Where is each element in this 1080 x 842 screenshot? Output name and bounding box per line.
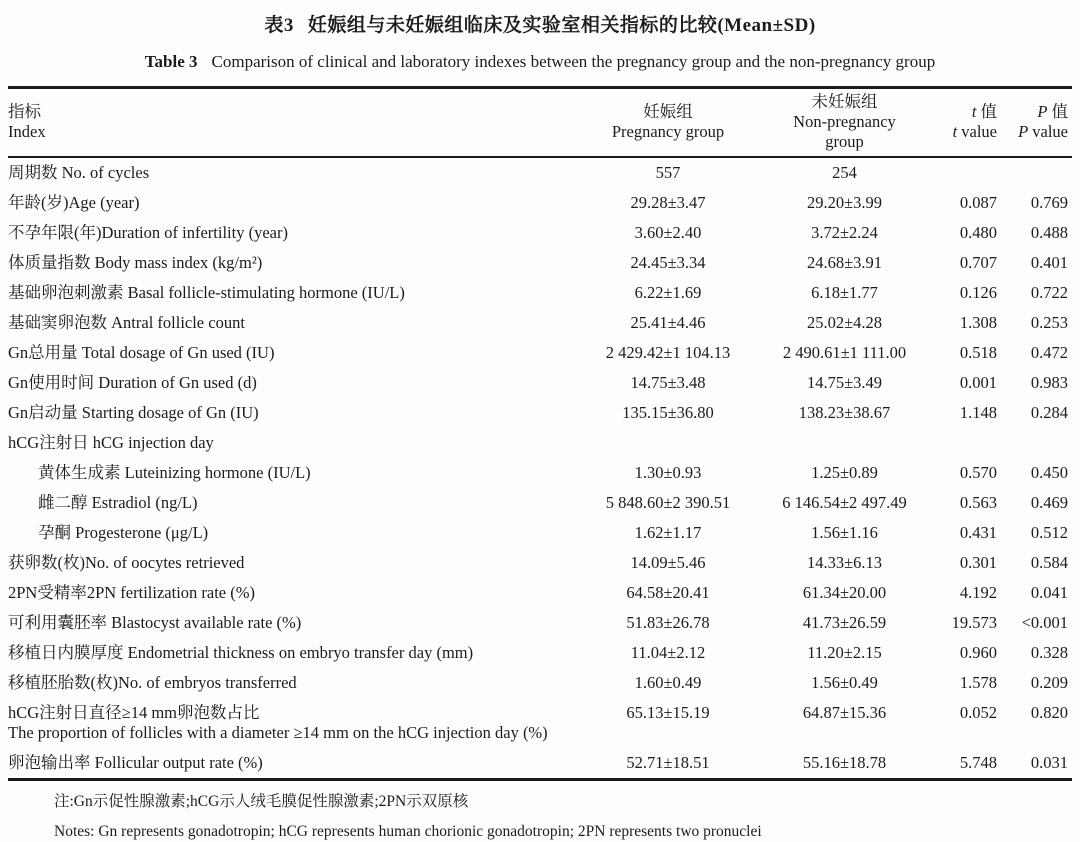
table-row (8, 578, 1072, 608)
cell-t-value: 1.308 (959, 313, 997, 332)
table-title-en (8, 50, 1072, 73)
row-label: 2PN受精率2PN fertilization rate (%) (8, 583, 255, 602)
row-label: 年龄(岁)Age (year) (8, 193, 140, 212)
cell-non-pregnancy-value: 24.68±3.91 (806, 253, 883, 272)
table-row (8, 188, 1072, 218)
header-non-pregnancy-en: Non-pregnancy group (793, 112, 896, 151)
cell-pregnancy-value: 11.04±2.12 (630, 643, 706, 662)
table-row (8, 518, 1072, 548)
cell-pregnancy-value: 52.71±18.51 (626, 753, 710, 772)
cell-t-value: 0.960 (959, 643, 997, 662)
cell-t-value: 4.192 (959, 583, 997, 602)
cell-pregnancy-value: 2 429.42±1 104.13 (605, 343, 731, 362)
cell-pregnancy-value: 135.15±36.80 (622, 403, 714, 422)
row-label: 孕酮 Progesterone (μg/L) (38, 523, 209, 542)
header-non-pregnancy-group (778, 88, 923, 158)
cell-non-pregnancy-value: 29.20±3.99 (806, 193, 883, 212)
cell-non-pregnancy-value: 1.56±1.16 (811, 523, 878, 542)
header-pregnancy-group (558, 88, 778, 158)
cell-t-value (923, 428, 1003, 458)
cell-t-value: 0.480 (959, 223, 997, 242)
cell-p-value: 0.031 (1030, 753, 1068, 772)
row-label: 不孕年限(年)Duration of infertility (year) (8, 223, 288, 242)
row-label: Gn使用时间 Duration of Gn used (d) (8, 373, 257, 392)
cell-non-pregnancy-value: 254 (832, 163, 857, 182)
p-zh-suffix: 值 (1051, 102, 1068, 121)
cell-t-value: 0.126 (959, 283, 997, 302)
cell-non-pregnancy-value: 1.25±0.89 (811, 463, 878, 482)
row-label-cell (8, 458, 558, 488)
cell-pregnancy-value: 25.41±4.46 (630, 313, 706, 332)
table-row (8, 398, 1072, 428)
comparison-table (8, 86, 1072, 781)
cell-p-value: 0.041 (1030, 583, 1068, 602)
table-row (8, 218, 1072, 248)
table-row (8, 368, 1072, 398)
row-label-cell (8, 668, 558, 698)
cell-p-value: 0.469 (1030, 493, 1068, 512)
cell-non-pregnancy-value: 11.20±2.15 (807, 643, 882, 662)
t-zh-suffix: 值 (980, 102, 997, 121)
cell-non-pregnancy-value: 3.72±2.24 (811, 223, 878, 242)
row-label-cell (8, 518, 558, 548)
table-row (8, 157, 1072, 188)
row-label-cell (8, 248, 558, 278)
cell-p-value (1003, 157, 1072, 188)
table-row (8, 308, 1072, 338)
row-label-line2: The proportion of follicles with a diameter ≥14 mm on the hCG injection day (%) (8, 723, 548, 742)
row-label: 体质量指数 Body mass index (kg/m²) (8, 253, 263, 272)
row-label: Gn启动量 Starting dosage of Gn (IU) (8, 403, 259, 422)
table-row (8, 548, 1072, 578)
row-label-cell (8, 188, 558, 218)
table-row (8, 428, 1072, 458)
table-row (8, 278, 1072, 308)
row-label-cell (8, 278, 558, 308)
cell-p-value: 0.512 (1030, 523, 1068, 542)
note-en: Notes: Gn represents gonadotropin; hCG represents human chorionic gonadotropin; 2PN represents two pronuclei (54, 823, 762, 840)
cell-pregnancy-value: 3.60±2.40 (634, 223, 702, 242)
header-pregnancy-en: Pregnancy group (611, 122, 725, 141)
cell-p-value: 0.450 (1030, 463, 1068, 482)
table-row (8, 698, 1072, 748)
cell-pregnancy-value: 6.22±1.69 (634, 283, 702, 302)
cell-pregnancy-value: 24.45±3.34 (630, 253, 706, 272)
cell-p-value (1003, 428, 1072, 458)
table-row (8, 248, 1072, 278)
cell-pregnancy-value: 14.75±3.48 (630, 373, 706, 392)
cell-pregnancy-value: 1.60±0.49 (634, 673, 702, 692)
row-label: 可利用囊胚率 Blastocyst available rate (%) (8, 613, 302, 632)
cell-non-pregnancy-value: 25.02±4.28 (806, 313, 883, 332)
cell-p-value: 0.328 (1030, 643, 1068, 662)
row-label: 雌二醇 Estradiol (ng/L) (38, 493, 198, 512)
table-row (8, 638, 1072, 668)
row-label: hCG注射日直径≥14 mm卵泡数占比 (8, 703, 260, 722)
t-en-suffix: value (961, 122, 997, 141)
table-title-en-text: Comparison of clinical and laboratory indexes between the pregnancy group and the non-pregnancy group (211, 52, 936, 71)
header-index (8, 88, 558, 158)
row-label-cell (8, 218, 558, 248)
cell-p-value: 0.983 (1030, 373, 1068, 392)
table-title-zh (8, 13, 1072, 39)
t-symbol: t (952, 122, 958, 141)
table-row (8, 488, 1072, 518)
table-header-row (8, 88, 1072, 158)
note-zh: 注:Gn示促性腺激素;hCG示人绒毛膜促性腺激素;2PN示双原核 (54, 793, 469, 810)
cell-pregnancy-value: 65.13±15.19 (626, 703, 710, 722)
p-en-suffix: value (1032, 122, 1068, 141)
cell-pregnancy-value: 5 848.60±2 390.51 (605, 493, 731, 512)
row-label-cell (8, 608, 558, 638)
cell-non-pregnancy-value: 14.33±6.13 (806, 553, 883, 572)
header-p-value (1003, 88, 1072, 158)
cell-non-pregnancy-value: 64.87±15.36 (802, 703, 887, 722)
cell-non-pregnancy-value: 6 146.54±2 497.49 (782, 493, 907, 512)
cell-t-value: 0.563 (959, 493, 997, 512)
cell-pregnancy-value: 51.83±26.78 (626, 613, 710, 632)
cell-p-value: 0.253 (1030, 313, 1068, 332)
row-label-cell (8, 428, 558, 458)
cell-pregnancy-value: 64.58±20.41 (626, 583, 710, 602)
table-row (8, 338, 1072, 368)
row-label: 基础卵泡刺激素 Basal follicle-stimulating hormone (IU/L) (8, 283, 405, 302)
header-pregnancy-zh: 妊娠组 (643, 102, 693, 121)
cell-p-value: 0.722 (1030, 283, 1068, 302)
p-symbol: P (1037, 102, 1048, 121)
cell-p-value: 0.401 (1030, 253, 1068, 272)
row-label: Gn总用量 Total dosage of Gn used (IU) (8, 343, 275, 362)
cell-pregnancy-value: 557 (655, 163, 681, 182)
cell-t-value: 0.087 (959, 193, 997, 212)
cell-non-pregnancy-value: 14.75±3.49 (806, 373, 883, 392)
cell-p-value: 0.209 (1030, 673, 1068, 692)
cell-t-value: 0.570 (959, 463, 997, 482)
cell-t-value: 19.573 (951, 613, 997, 632)
header-index-en: Index (8, 122, 46, 141)
row-label: 移植胚胎数(枚)No. of embryos transferred (8, 673, 297, 692)
cell-non-pregnancy-value: 6.18±1.77 (811, 283, 878, 302)
row-label-cell (8, 748, 558, 780)
cell-t-value: 0.052 (959, 703, 997, 722)
row-label-cell (8, 368, 558, 398)
row-label-cell (8, 488, 558, 518)
table-row (8, 748, 1072, 780)
cell-t-value: 1.578 (959, 673, 997, 692)
cell-p-value: 0.769 (1030, 193, 1068, 212)
cell-p-value: <0.001 (1021, 613, 1068, 632)
cell-t-value: 0.707 (959, 253, 997, 272)
row-label: 基础窦卵泡数 Antral follicle count (8, 313, 245, 332)
row-label-cell (8, 157, 558, 188)
cell-t-value: 5.748 (959, 753, 997, 772)
cell-non-pregnancy-value: 61.34±20.00 (802, 583, 887, 602)
row-label-cell (8, 308, 558, 338)
cell-p-value: 0.488 (1030, 223, 1068, 242)
cell-t-value: 1.148 (959, 403, 997, 422)
cell-t-value (923, 157, 1003, 188)
cell-p-value: 0.284 (1030, 403, 1068, 422)
cell-non-pregnancy-value: 138.23±38.67 (798, 403, 891, 422)
cell-t-value: 0.301 (959, 553, 997, 572)
row-label-cell (8, 548, 558, 578)
cell-t-value: 0.518 (959, 343, 997, 362)
cell-p-value: 0.820 (1030, 703, 1068, 722)
row-label-cell (8, 398, 558, 428)
cell-non-pregnancy-value: 41.73±26.59 (802, 613, 887, 632)
cell-t-value: 0.001 (959, 373, 997, 392)
table-notes (8, 792, 1072, 842)
t-symbol: t (971, 102, 977, 121)
row-label: hCG注射日 hCG injection day (8, 433, 214, 452)
row-label: 黄体生成素 Luteinizing hormone (IU/L) (38, 463, 311, 482)
header-index-zh: 指标 (8, 102, 41, 121)
cell-p-value: 0.584 (1030, 553, 1068, 572)
row-label: 周期数 No. of cycles (8, 163, 150, 182)
row-label-cell (8, 638, 558, 668)
header-t-value (923, 88, 1003, 158)
row-label-cell (8, 698, 558, 748)
cell-t-value: 0.431 (959, 523, 997, 542)
cell-pregnancy-value: 29.28±3.47 (630, 193, 706, 212)
cell-pregnancy-value: 1.62±1.17 (634, 523, 702, 542)
table-title-zh-text: 妊娠组与未妊娠组临床及实验室相关指标的比较(Mean±SD) (307, 15, 816, 36)
header-non-pregnancy-zh: 未妊娠组 (811, 92, 878, 111)
row-label-cell (8, 578, 558, 608)
cell-p-value: 0.472 (1030, 343, 1068, 362)
cell-pregnancy-value (558, 428, 778, 458)
row-label: 移植日内膜厚度 Endometrial thickness on embryo transfer day (mm) (8, 643, 474, 662)
cell-pregnancy-value: 14.09±5.46 (630, 553, 706, 572)
row-label: 卵泡输出率 Follicular output rate (%) (8, 753, 263, 772)
cell-pregnancy-value: 1.30±0.93 (634, 463, 702, 482)
table-number-en: Table 3 (144, 52, 198, 71)
cell-non-pregnancy-value: 55.16±18.78 (802, 753, 887, 772)
table-row (8, 608, 1072, 638)
p-symbol: P (1018, 122, 1029, 141)
cell-non-pregnancy-value: 2 490.61±1 111.00 (782, 343, 907, 362)
cell-non-pregnancy-value (778, 428, 923, 458)
table-row (8, 458, 1072, 488)
table-row (8, 668, 1072, 698)
table-number-zh: 表3 (264, 15, 294, 36)
row-label: 获卵数(枚)No. of oocytes retrieved (8, 553, 245, 572)
row-label-cell (8, 338, 558, 368)
cell-non-pregnancy-value: 1.56±0.49 (811, 673, 878, 692)
